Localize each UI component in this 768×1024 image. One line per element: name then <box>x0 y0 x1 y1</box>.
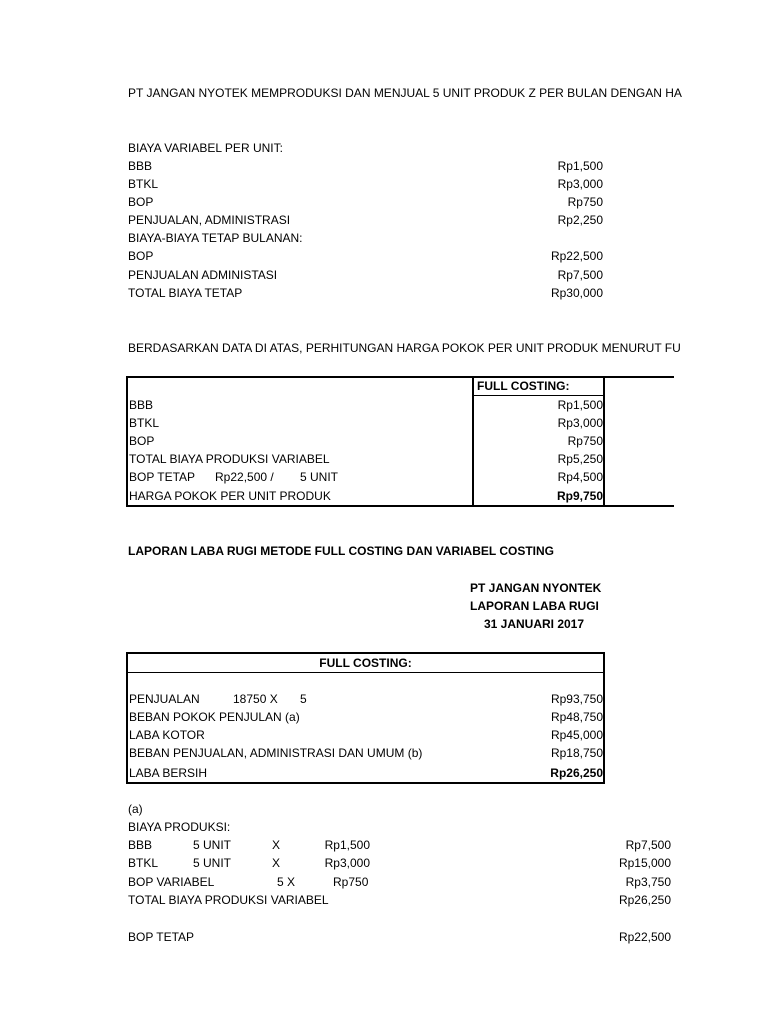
income-row-label: BEBAN PENJUALAN, ADMINISTRASI DAN UMUM (b) <box>129 746 423 760</box>
hpp-total-label: HARGA POKOK PER UNIT PRODUK <box>129 489 331 503</box>
hpp-col-header: FULL COSTING: <box>477 379 570 393</box>
variable-cost-label: BOP <box>128 195 154 209</box>
fixed-cost-total-label: TOTAL BIAYA TETAP <box>128 286 243 300</box>
detail-total-value: Rp26,250 <box>618 893 671 907</box>
detail-row-label: BTKL <box>128 856 159 870</box>
detail-row-label: BOP VARIABEL <box>128 875 215 889</box>
hpp-total-value: Rp9,750 <box>556 489 603 503</box>
calc-intro-text: BERDASARKAN DATA DI ATAS, PERHITUNGAN HARGA POKOK PER UNIT PRODUK MENURUT FU <box>128 341 681 355</box>
income-header: FULL COSTING: <box>319 656 412 670</box>
detail-row-qty: 5 UNIT <box>193 856 232 870</box>
detail-row-price: Rp3,000 <box>324 856 370 870</box>
detail-row-price: Rp1,500 <box>324 838 370 852</box>
variable-cost-label: BBB <box>128 159 153 173</box>
detail-row-total: Rp15,000 <box>618 856 671 870</box>
hpp-bop-fixed-amount: Rp22,500 / <box>215 470 274 484</box>
variable-cost-label: BTKL <box>128 177 159 191</box>
income-row-value: Rp45,000 <box>550 728 603 742</box>
hpp-bop-fixed-units: 5 UNIT <box>300 470 339 484</box>
detail-row-total: Rp3,750 <box>625 875 671 889</box>
fixed-cost-value: Rp22,500 <box>550 249 603 263</box>
hpp-table-top-border <box>126 376 674 378</box>
intro-text: PT JANGAN NYOTEK MEMPRODUKSI DAN MENJUAL 5 UNIT PRODUK Z PER BULAN DENGAN HA <box>128 86 682 100</box>
hpp-row-value: Rp4,500 <box>557 470 603 484</box>
hpp-row-label: BOP <box>129 434 155 448</box>
income-sales-mult: 5 <box>300 692 307 706</box>
fixed-cost-label: BOP <box>128 249 154 263</box>
income-row-value: Rp18,750 <box>550 746 603 760</box>
hpp-table-left-border <box>126 376 128 507</box>
variable-cost-value: Rp1,500 <box>557 159 603 173</box>
hpp-row-label: BTKL <box>129 416 160 430</box>
detail-marker: (a) <box>128 802 143 816</box>
income-sales-qty: 18750 X <box>233 692 278 706</box>
hpp-header-underline <box>472 395 604 396</box>
income-row-value: Rp48,750 <box>550 710 603 724</box>
variable-costs-header: BIAYA VARIABEL PER UNIT: <box>128 141 283 155</box>
report-title: LAPORAN LABA RUGI METODE FULL COSTING DAN VARIABEL COSTING <box>128 544 555 558</box>
variable-cost-value: Rp2,250 <box>557 213 603 227</box>
income-row-label: PENJUALAN <box>129 692 200 706</box>
detail-header: BIAYA PRODUKSI: <box>128 820 231 834</box>
report-date: 31 JANUARI 2017 <box>483 617 585 631</box>
income-header-divider <box>126 672 605 673</box>
income-net-label: LABA BERSIH <box>129 766 208 780</box>
detail-bop-value: Rp22,500 <box>618 930 671 944</box>
detail-row-qty: 5 X <box>277 875 296 889</box>
income-net-value: Rp26,250 <box>550 766 603 780</box>
detail-bop-label: BOP TETAP <box>128 930 195 944</box>
income-row-label: LABA KOTOR <box>129 728 205 742</box>
income-row-value: Rp93,750 <box>550 692 603 706</box>
company-name: PT JANGAN NYONTEK <box>470 581 602 595</box>
fixed-cost-label: PENJUALAN ADMINISTASI <box>128 268 278 282</box>
variable-cost-value: Rp3,000 <box>557 177 603 191</box>
hpp-row-value: Rp750 <box>567 434 603 448</box>
income-row-label: BEBAN POKOK PENJULAN (a) <box>129 710 300 724</box>
report-name: LAPORAN LABA RUGI <box>470 599 599 613</box>
detail-row-total: Rp7,500 <box>625 838 671 852</box>
fixed-costs-header: BIAYA-BIAYA TETAP BULANAN: <box>128 231 303 245</box>
hpp-row-label: BOP TETAP <box>129 470 196 484</box>
hpp-row-label: TOTAL BIAYA PRODUKSI VARIABEL <box>129 452 330 466</box>
detail-row-label: BBB <box>128 838 153 852</box>
fixed-cost-value: Rp7,500 <box>557 268 603 282</box>
detail-row-x: X <box>272 838 281 852</box>
variable-cost-value: Rp750 <box>567 195 603 209</box>
detail-total-label: TOTAL BIAYA PRODUKSI VARIABEL <box>128 893 329 907</box>
variable-cost-label: PENJUALAN, ADMINISTRASI <box>128 213 291 227</box>
hpp-row-label: BBB <box>129 398 154 412</box>
hpp-row-value: Rp1,500 <box>557 398 603 412</box>
detail-row-qty: 5 UNIT <box>193 838 232 852</box>
detail-row-price: Rp750 <box>333 875 369 889</box>
fixed-cost-total-value: Rp30,000 <box>550 286 603 300</box>
hpp-row-value: Rp3,000 <box>557 416 603 430</box>
hpp-table-bottom-border <box>126 505 674 507</box>
detail-row-x: X <box>272 856 281 870</box>
hpp-row-value: Rp5,250 <box>557 452 603 466</box>
